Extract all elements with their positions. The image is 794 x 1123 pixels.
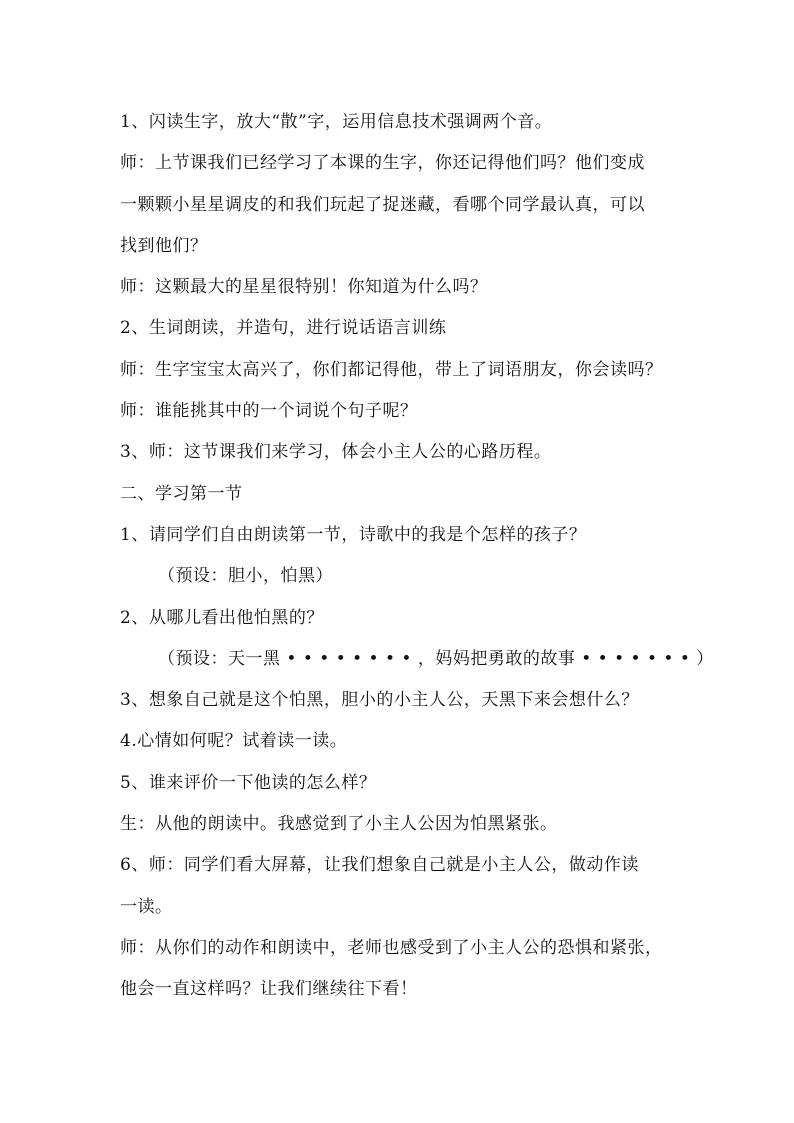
- paragraph-line: 师：从你们的动作和朗读中，老师也感受到了小主人公的恐惧和紧张，: [120, 937, 663, 958]
- paragraph-line: 1、请同学们自由朗读第一节，诗歌中的我是个怎样的孩子？: [120, 524, 587, 545]
- document-body: [120, 102, 714, 1011]
- paragraph-line: 6、师：同学们看大屏幕，让我们想象自己就是小主人公，做动作读: [120, 855, 639, 876]
- paragraph-line: 一读。: [120, 896, 173, 917]
- section-heading: 3、师：这节课我们来学习，体会小主人公的心路历程。: [120, 442, 552, 463]
- paragraph-line: 5、谁来评价一下他读的怎么样？: [120, 772, 377, 793]
- paragraph-line: 一颗颗小星星调皮的和我们玩起了捉迷藏，看哪个同学最认真，可以: [120, 194, 645, 215]
- paragraph-line: 3、想象自己就是这个怕黑，胆小的小主人公，天黑下来会想什么？: [120, 690, 639, 711]
- paragraph-line: 4.心情如何呢？试着读一读。: [120, 731, 348, 752]
- paragraph-line: 1、闪读生字，放大“散”字，运用信息技术强调两个音。: [120, 112, 553, 132]
- paragraph-line: 生：从他的朗读中。我感觉到了小主人公因为怕黑紧张。: [120, 814, 558, 835]
- paragraph-line: 师：生字宝宝太高兴了，你们都记得他，带上了词语朋友，你会读吗？: [120, 359, 663, 380]
- paragraph-line: 师：上节课我们已经学习了本课的生字，你还记得他们吗？他们变成: [120, 153, 645, 174]
- section-heading: 2、生词朗读，并造句，进行说话语言训练: [120, 318, 447, 339]
- paragraph-line: 2、从哪儿看出他怕黑的？: [120, 607, 324, 628]
- paragraph-line: 找到他们？: [120, 235, 208, 256]
- preset-answer-line: （预设：天一黑 • • • • • • • • ，妈妈把勇敢的故事 • • • • • • • ）: [158, 648, 714, 669]
- paragraph-line: 师：谁能挑其中的一个词说个句子呢？: [120, 401, 418, 422]
- preset-answer-line: （预设：胆小，怕黑）: [158, 566, 333, 587]
- paragraph-line: 他会一直这样吗？让我们继续往下看！: [120, 979, 418, 1000]
- section-heading: 二、学习第一节: [120, 483, 243, 504]
- paragraph-line: 师：这颗最大的星星很特别！你知道为什么吗？: [120, 277, 488, 298]
